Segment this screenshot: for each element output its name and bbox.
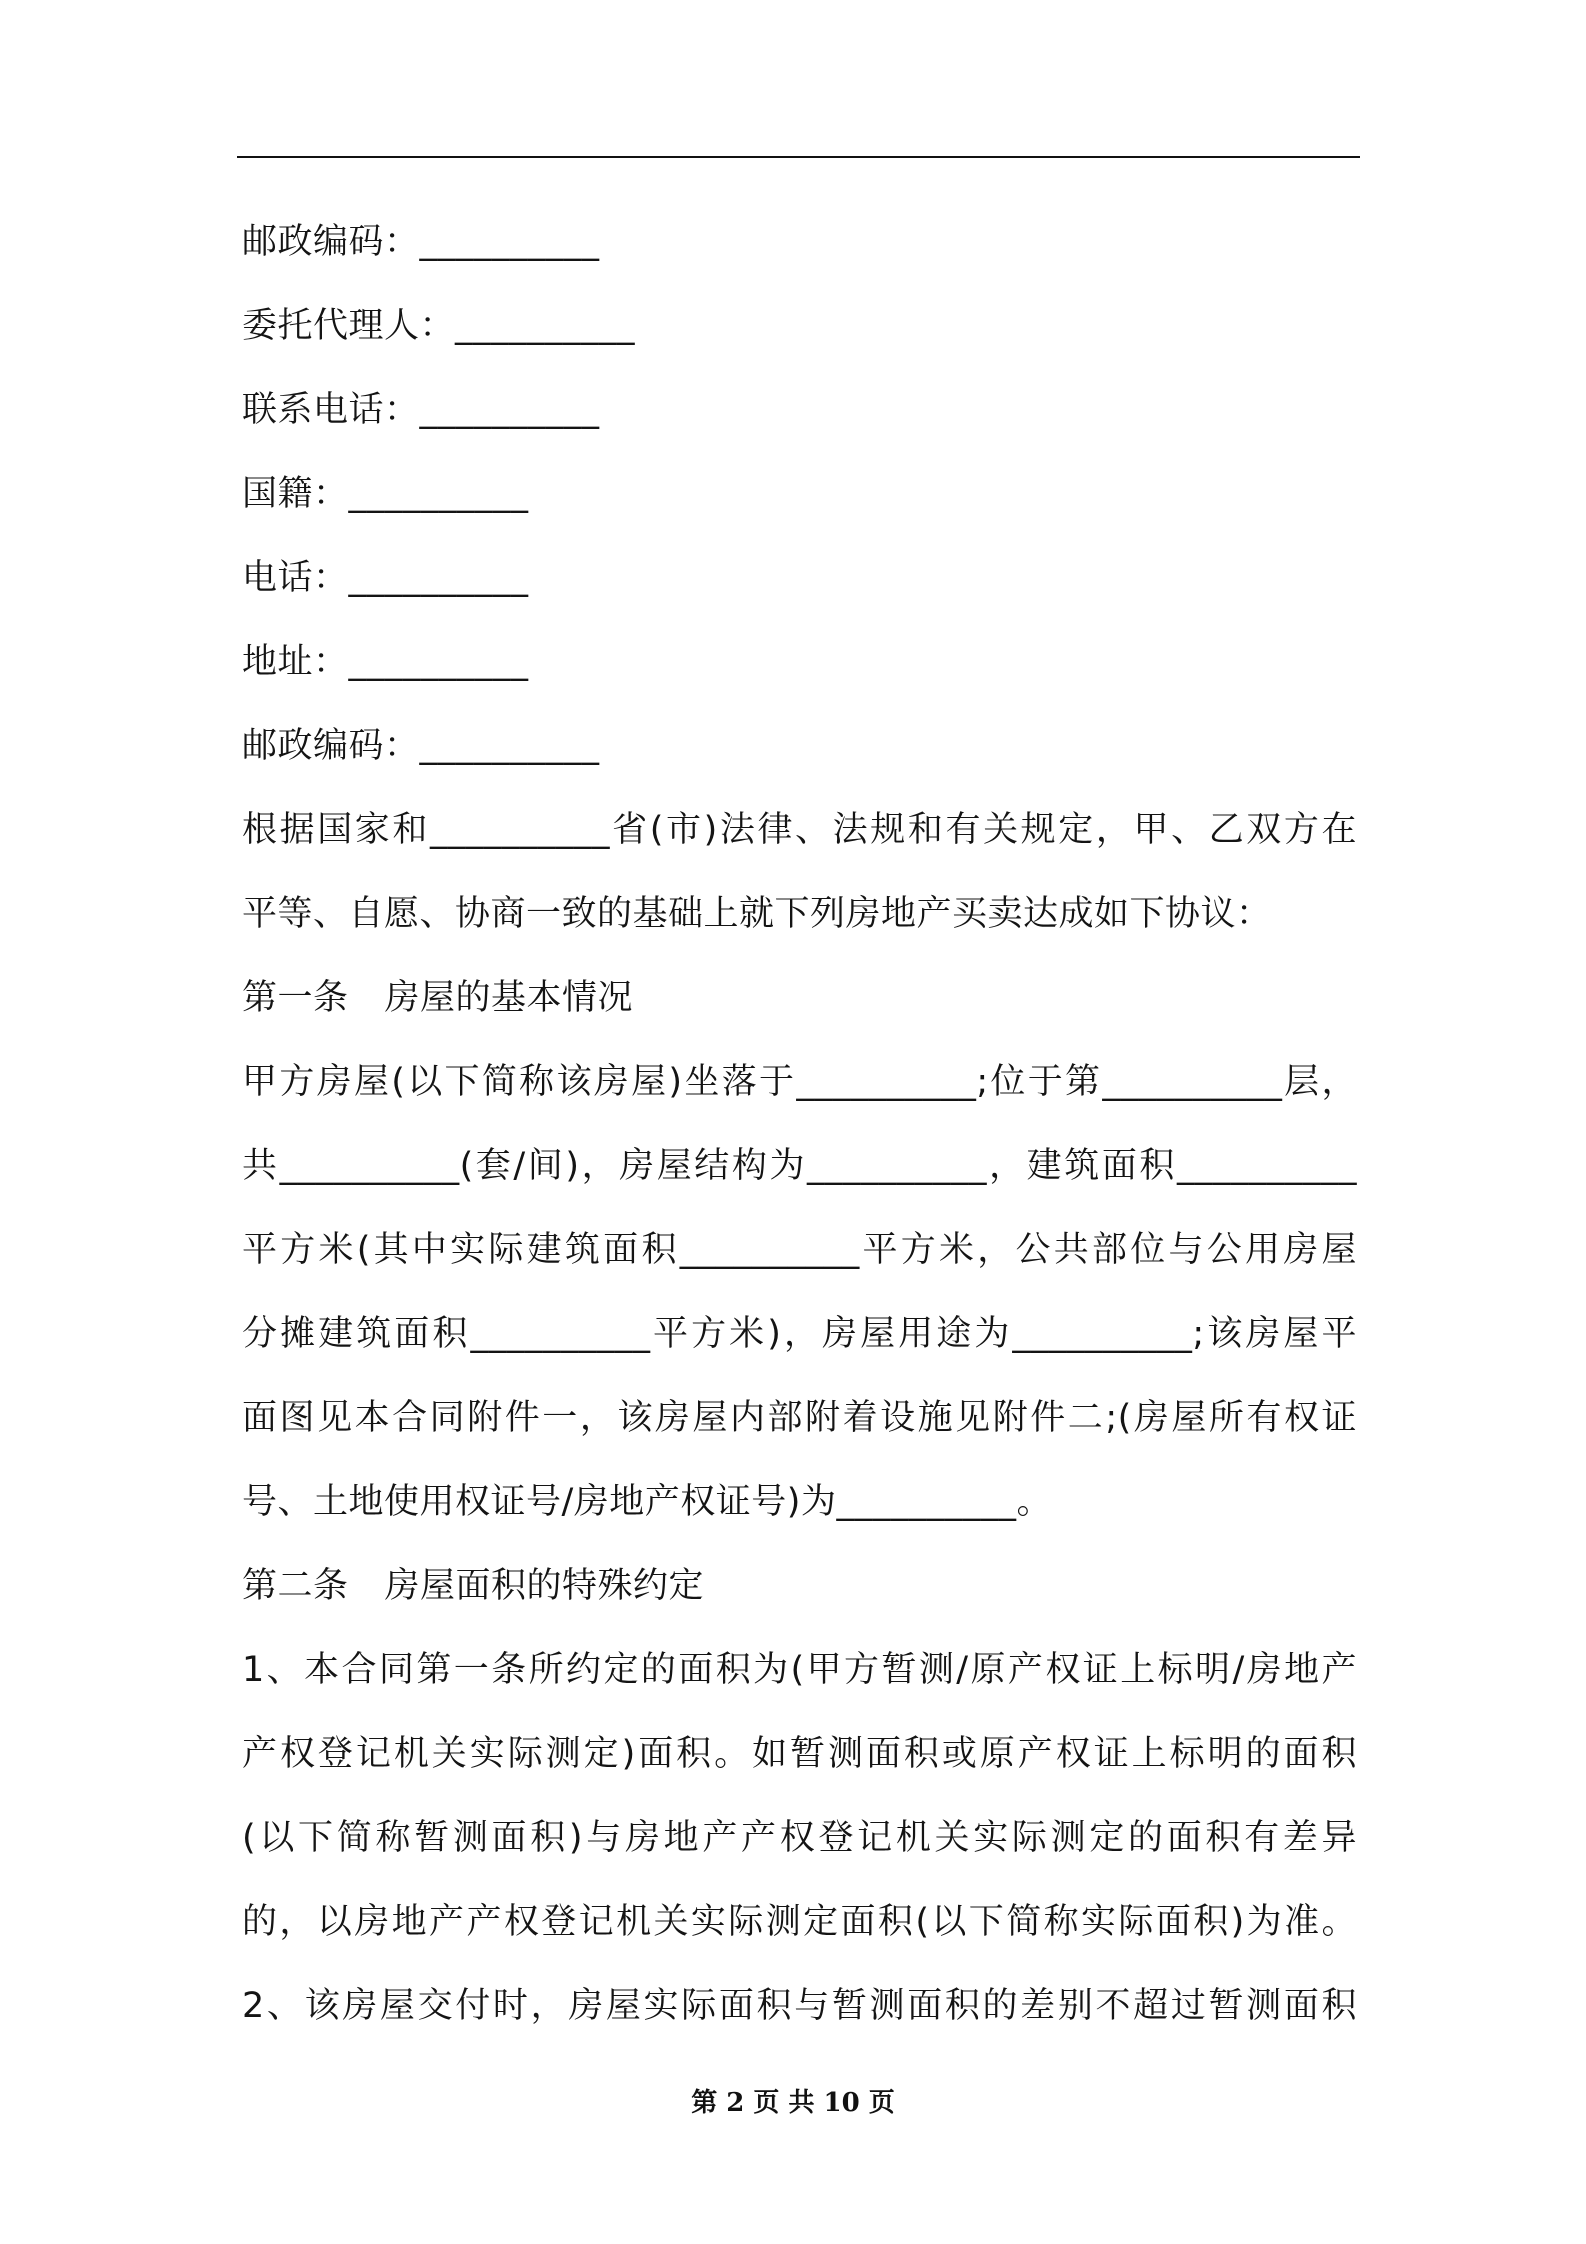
field-nationality: 国籍：__________ — [242, 474, 529, 514]
field-address: 地址：__________ — [242, 642, 529, 682]
header-rule — [237, 156, 1360, 158]
article-2-line: 的，以房地产产权登记机关实际测定面积(以下简称实际面积)为准。 — [242, 1902, 1357, 1942]
article-2-number: 第二条 — [242, 1566, 349, 1606]
article-2-line: 2、该房屋交付时，房屋实际面积与暂测面积的差别不超过暂测面积 — [242, 1986, 1357, 2026]
field-phone: 电话：__________ — [242, 558, 529, 598]
article-1-number: 第一条 — [242, 978, 349, 1018]
article-2-heading — [242, 1544, 1357, 1628]
article-1-line: 甲方房屋(以下简称该房屋)坐落于__________;位于第__________层， — [242, 1062, 1357, 1102]
article-2-line: 产权登记机关实际测定)面积。如暂测面积或原产权证上标明的面积 — [242, 1734, 1357, 1774]
article-1-line: 面图见本合同附件一，该房屋内部附着设施见附件二;(房屋所有权证 — [242, 1398, 1357, 1438]
article-2-line: (以下简称暂测面积)与房地产产权登记机关实际测定的面积有差异 — [242, 1818, 1357, 1858]
article-1-line: 共__________(套/间)，房屋结构为__________，建筑面积__________ — [242, 1146, 1357, 1186]
intro-line: 平等、自愿、协商一致的基础上就下列房地产买卖达成如下协议： — [242, 894, 1272, 934]
intro-line: 根据国家和__________省(市)法律、法规和有关规定，甲、乙双方在 — [242, 810, 1357, 850]
document-body — [242, 200, 1357, 2048]
article-1-heading — [242, 956, 1357, 1040]
field-postal-code: 邮政编码：__________ — [242, 222, 600, 262]
article-2-title: 房屋面积的特殊约定 — [384, 1566, 705, 1606]
article-1-title: 房屋的基本情况 — [384, 978, 634, 1018]
article-1-line: 号、土地使用权证号/房地产权证号)为__________。 — [242, 1482, 1052, 1522]
field-contact-phone: 联系电话：__________ — [242, 390, 600, 430]
article-1-line: 分摊建筑面积__________平方米)，房屋用途为__________;该房屋平 — [242, 1314, 1357, 1354]
article-1-line: 平方米(其中实际建筑面积__________平方米，公共部位与公用房屋 — [242, 1230, 1357, 1270]
field-postal-code-2: 邮政编码：__________ — [242, 726, 600, 766]
article-2-line: 1、本合同第一条所约定的面积为(甲方暂测/原产权证上标明/房地产 — [242, 1650, 1357, 1690]
page-number-footer: 第 2 页 共 10 页 — [691, 2088, 895, 2118]
field-agent: 委托代理人：__________ — [242, 306, 636, 346]
